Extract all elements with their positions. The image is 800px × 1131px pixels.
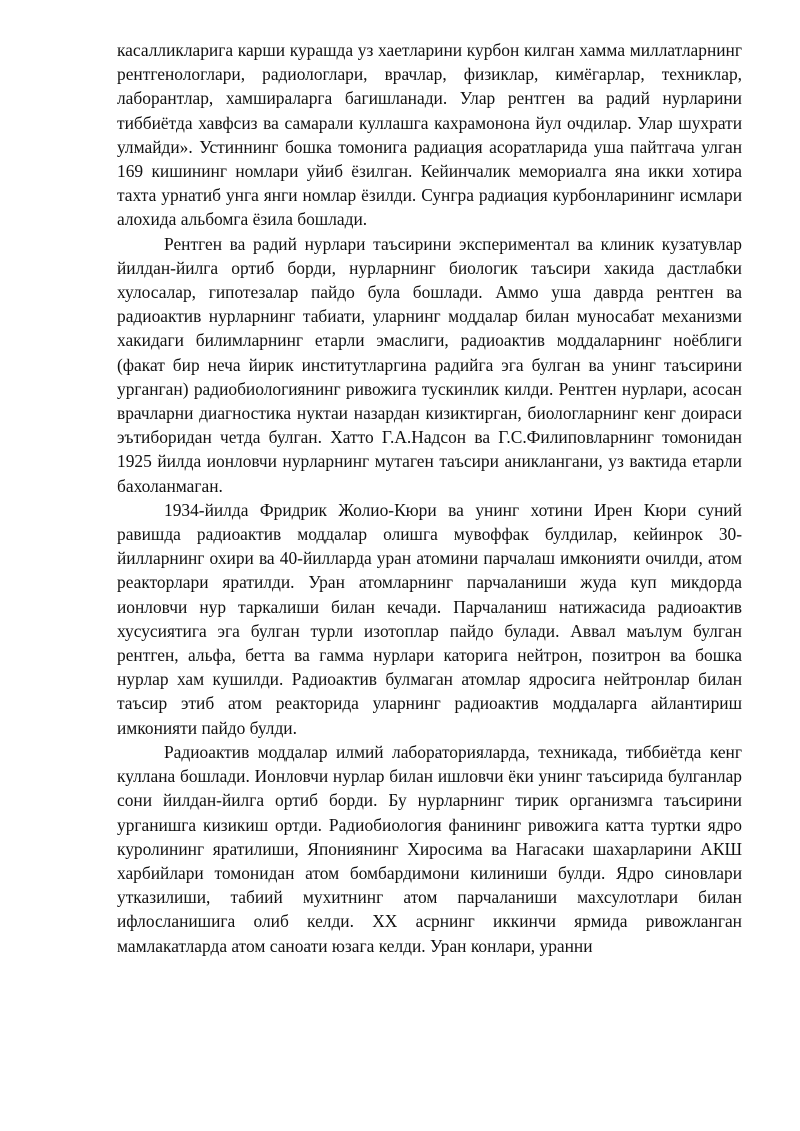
document-page [117,38,742,958]
paragraph-1: касалликларига карши курашда уз хаетларини курбон килган хамма миллатларнинг рентгенологлари, радиологлари, врачлар, физиклар, кимёгарлар, техниклар, лаборантлар, хамшираларга багишланади. Улар рентген ва радий нурларини тиббиётда хавфсиз ва самарали куллашга кахрамонона йул очдилар. Улар шухрати улмайди». Устиннинг бошка томонига радиация асоратларида уша пайтгача улган 169 кишининг номлари уйиб ёзилган. Кейинчалик мемориалга яна икки хотира тахта урнатиб унга янги номлар ёзилди. Сунгра радиация курбонларининг исмлари алохида альбомга ёзила бошлади. [117,40,742,230]
paragraph-4: Радиоактив моддалар илмий лабораторияларда, техникада, тиббиётда кенг куллана бошлади. Ионловчи нурлар билан ишловчи ёки унинг таъсирида булганлар сони йилдан-йилга ортиб борди. Бу нурларнинг тирик организмга таъсирини урганишга кизикиш ортди. Радиобиология фанининг ривожига катта туртки ядро куролининг яратилиши, Япониянинг Хиросима ва Нагасаки шахарларини АКШ харбийлари томонидан атом бомбардимони килиниши булди. Ядро синовлари утказилиши, табиий мухитнинг атом парчаланиши махсулотлари билан ифлосланишига олиб келди. ХХ асрнинг иккинчи ярмида ривожланган мамлакатларда атом саноати юзага келди. Уран конлари, уранни [117,741,742,956]
paragraph-2: Рентген ва радий нурлари таъсирини экспериментал ва клиник кузатувлар йилдан-йилга ортиб борди, нурларнинг биологик таъсири хакида дастлабки хулосалар, гипотезалар пайдо була бошлади. Аммо уша даврда рентген ва радиоактив нурларнинг табиати, уларнинг моддалар билан муносабат механизми хакидаги билимларнинг етарли эмаслиги, радиоактив моддаларнинг ноёблиги (факат бир неча йирик институтларгина радийга эга булган ва унинг таъсирини урганган) радиобиологиянинг ривожига тускинлик килди. Рентген нурлари, асосан врачларни диагностика нуктаи назардан кизиктирган, биологларнинг кенг доираси эътиборидан четда булган. Хатто Г.А.Надсон ва Г.С.Филиповларнинг томонидан 1925 йилда ионловчи нурларнинг мутаген таъсири аниклангани, уз вактида етарли бахоланмаган. [117,233,742,496]
paragraph-3: 1934-йилда Фридрик Жолио-Кюри ва унинг хотини Ирен Кюри суний равишда радиоактив моддалар олишга мувоффак булдилар, кейинрок 30-йилларнинг охири ва 40-йилларда уран атомини парчалаш имконияти очилди, атом реакторлари яратилди. Уран атомларнинг парчаланиши жуда куп микдорда ионловчи нур таркалиши билан кечади. Парчаланиш натижасида радиоактив хусусиятига эга булган турли изотоплар пайдо булади. Аввал маълум булган рентген, альфа, бетта ва гамма нурлари каторига нейтрон, позитрон ва бошка нурлар хам кушилди. Радиоактив булмаган атомлар ядросига нейтронлар билан таъсир этиб атом реакторида уларнинг радиоактив моддаларга айлантириш имконияти пайдо булди. [117,499,742,738]
